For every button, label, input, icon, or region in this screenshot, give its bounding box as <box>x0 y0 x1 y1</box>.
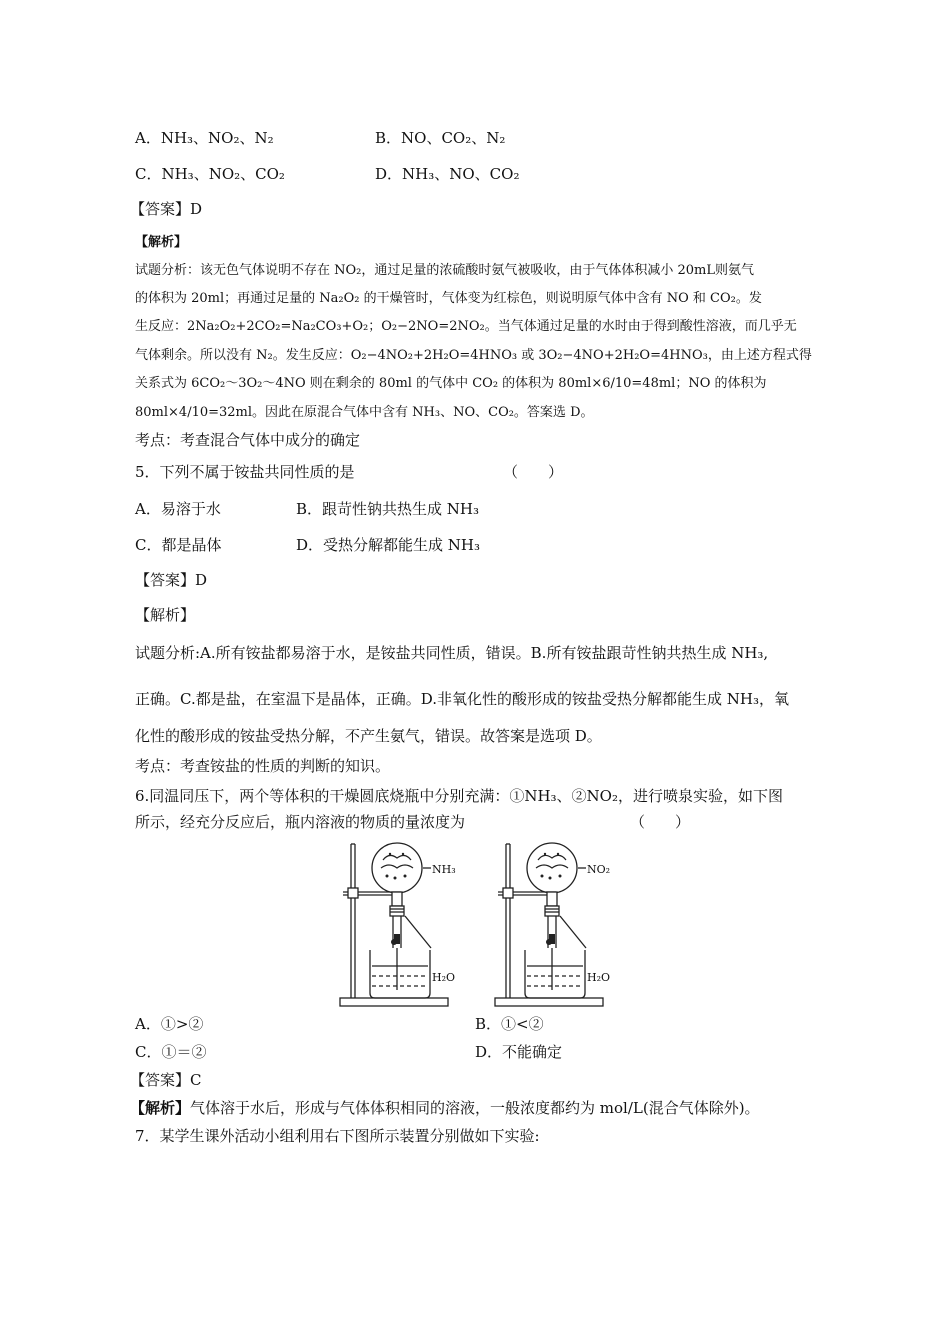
q6-analysis <box>130 1098 760 1118</box>
q6-option-d: D．不能确定 <box>475 1043 563 1061</box>
q5-option-c: C．都是晶体 <box>135 536 222 554</box>
q5-option-b: B．跟苛性钠共热生成 NH₃ <box>296 500 480 518</box>
q4-analysis-line: 试题分析：该无色气体说明不存在 NO₂，通过足量的浓硫酸时氨气被吸收，由于气体体积减小 20mL则氨气 <box>135 263 755 278</box>
fig-label-water-left: H₂O <box>432 971 456 984</box>
q6-option-a: A．①>② <box>135 1015 204 1033</box>
q6-stem-line: 所示，经充分反应后，瓶内溶液的物质的量浓度为 <box>135 813 466 831</box>
q6-answer: 【答案】C <box>130 1071 202 1089</box>
q4-analysis-line: 的体积为 20ml；再通过足量的 Na₂O₂ 的干燥管时，气体变为红棕色，则说明原气体中含有 NO 和 CO₂。发 <box>135 291 762 306</box>
q5-paren: （ ） <box>503 463 564 481</box>
q5-answer: 【答案】D <box>135 571 208 589</box>
q6-paren: （ ） <box>630 813 691 831</box>
q4-analysis-line: 气体剩余。所以没有 N₂。发生反应：O₂−4NO₂+2H₂O=4HNO₃ 或 3O₂−4NO+2H₂O=4HNO₃，由上述方程式得 <box>135 348 812 363</box>
q5-kaodian: 考点：考查铵盐的性质的判断的知识。 <box>135 757 391 775</box>
q4-answer: 【答案】D <box>130 200 203 218</box>
fountain-experiment-figure <box>335 838 635 1010</box>
q5-analysis-line: 试题分析:A.所有铵盐都易溶于水，是铵盐共同性质，错误。B.所有铵盐跟苛性钠共热生成 NH₃, <box>135 644 769 662</box>
q6-analysis-title: 【解析】 <box>130 1099 191 1117</box>
q6-analysis-text: 气体溶于水后，形成与气体体积相同的溶液，一般浓度都约为 mol/L(混合气体除外)。 <box>190 1099 760 1117</box>
q5-analysis-title: 【解析】 <box>135 606 196 624</box>
fig-label-water-right: H₂O <box>587 971 611 984</box>
q6-option-c: C．①＝② <box>135 1043 207 1061</box>
q5-analysis-line: 正确。C.都是盐，在室温下是晶体，正确。D.非氧化性的酸形成的铵盐受热分解都能生成 NH₃，氧 <box>135 690 789 708</box>
q5-option-d: D．受热分解都能生成 NH₃ <box>296 536 481 554</box>
q4-analysis-line: 80ml×4/10=32ml。因此在原混合气体中含有 NH₃、NO、CO₂。答案选 D。 <box>135 405 594 420</box>
q4-analysis-line: 生反应：2Na₂O₂+2CO₂=Na₂CO₃+O₂；O₂−2NO=2NO₂。当气体通过足量的水时由于得到酸性溶液，而几乎无 <box>135 319 797 334</box>
q4-analysis-line: 关系式为 6CO₂～3O₂～4NO 则在剩余的 80ml 的气体中 CO₂ 的体积为 80ml×6/10=48ml；NO 的体积为 <box>135 376 767 391</box>
q4-option-d: D．NH₃、NO、CO₂ <box>375 165 520 183</box>
q4-analysis-title: 【解析】 <box>135 235 188 250</box>
q6-stem-line: 6.同温同压下，两个等体积的干燥圆底烧瓶中分别充满：①NH₃、②NO₂，进行喷泉实验，如下图 <box>135 787 783 805</box>
q4-kaodian: 考点：考查混合气体中成分的确定 <box>135 431 361 449</box>
q7-stem: 7．某学生课外活动小组利用右下图所示装置分别做如下实验: <box>135 1127 540 1145</box>
fig-label-no2: NO₂ <box>587 863 611 876</box>
q5-analysis-line: 化性的酸形成的铵盐受热分解，不产生氨气，错误。故答案是选项 D。 <box>135 727 602 745</box>
q4-option-b: B．NO、CO₂、N₂ <box>375 129 506 147</box>
q4-option-a: A．NH₃、NO₂、N₂ <box>135 129 274 147</box>
q5-stem: 5．下列不属于铵盐共同性质的是 <box>135 463 355 481</box>
q5-option-a: A．易溶于水 <box>135 500 221 518</box>
q6-option-b: B．①<② <box>475 1015 544 1033</box>
fig-label-nh3: NH₃ <box>432 863 456 876</box>
q4-option-c: C．NH₃、NO₂、CO₂ <box>135 165 285 183</box>
